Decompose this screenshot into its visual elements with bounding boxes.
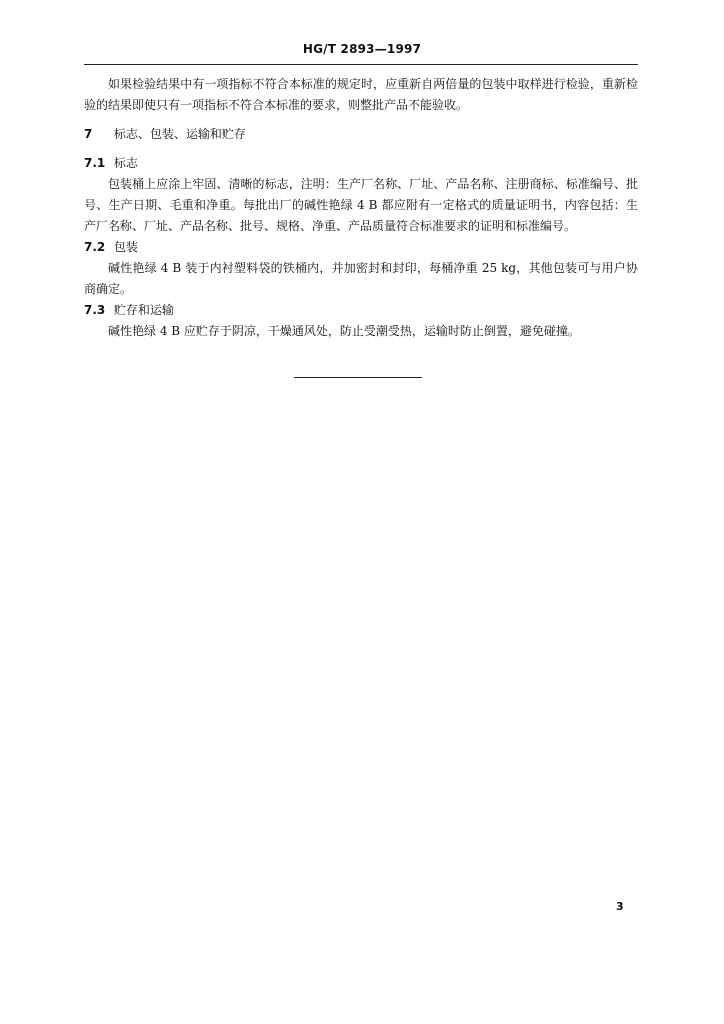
page-content (84, 74, 638, 342)
section-7-2-title: 包装 (113, 240, 138, 254)
page-number: 3 (616, 900, 624, 913)
end-of-text-rule (294, 377, 422, 378)
section-7-3-heading (84, 300, 638, 321)
section-7-3-number: 7.3 (84, 303, 106, 317)
standard-number-header: HG/T 2893—1997 (302, 42, 422, 56)
header-rule (84, 64, 638, 65)
section-7-3-paragraph: 碱性艳绿 4 B 应贮存于阴凉，干燥通风处，防止受潮受热，运输时防止倒置，避免碰撞。 (108, 324, 580, 338)
section-7-number: 7 (84, 127, 93, 141)
section-7-1-title: 标志 (113, 156, 138, 170)
section-7-1-number: 7.1 (84, 156, 106, 170)
section-7-3-title: 贮存和运输 (113, 303, 174, 317)
section-7-2-number: 7.2 (84, 240, 106, 254)
section-7-heading (84, 124, 638, 145)
section-7-2-heading (84, 237, 638, 258)
section-7-1-heading (84, 153, 638, 174)
section-7-1-paragraph: 包装桶上应涂上牢固、清晰的标志，注明：生产厂名称、厂址、产品名称、注册商标、标准编号、批号、生产日期、毛重和净重。每批出厂的碱性艳绿 4 B 都应附有一定格式的质量证明书，内容包括：生产厂名称、厂址、产品名称、批号、规格、净重、产品质量符合标准要求的证明和标准编号。 (84, 177, 638, 233)
section-7-2-paragraph: 碱性艳绿 4 B 装于内衬塑料袋的铁桶内，并加密封和封印，每桶净重 25 kg，其他包装可与用户协商确定。 (84, 261, 638, 296)
section-7-title: 标志、包装、运输和贮存 (113, 127, 246, 141)
intro-paragraph: 如果检验结果中有一项指标不符合本标准的规定时，应重新自两倍量的包装中取样进行检验，重新检验的结果即使只有一项指标不符合本标准的要求，则整批产品不能验收。 (84, 77, 638, 112)
